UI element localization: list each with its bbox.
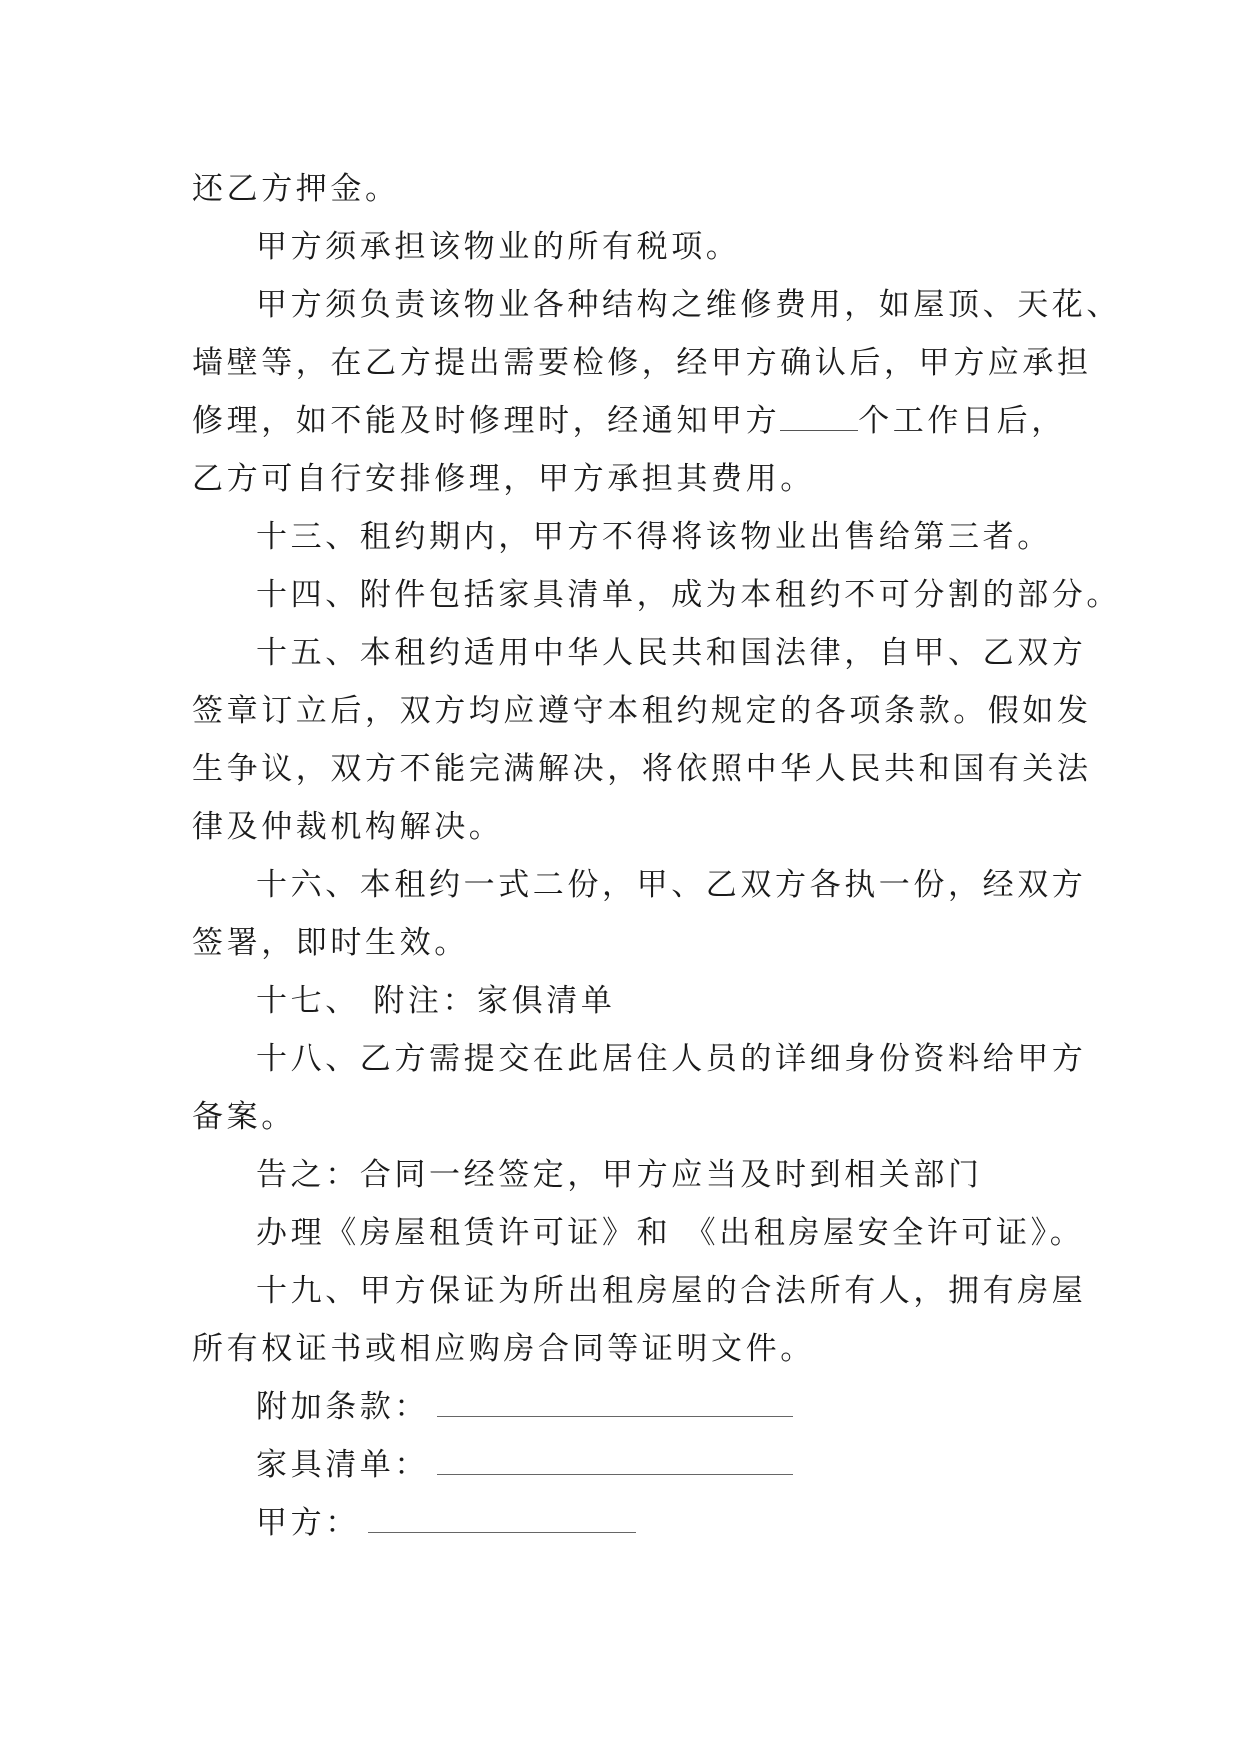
- clause-16: 十六、本租约一式二份，甲、乙双方各执一份，经双方: [256, 867, 1087, 903]
- notice-line: 办理《房屋租赁许可证》和 《出租房屋安全许可证》。: [256, 1215, 1085, 1251]
- paragraph-text: 修理，如不能及时修理时，经通知甲方: [192, 403, 781, 439]
- paragraph-line: 墙壁等，在乙方提出需要检修，经甲方确认后，甲方应承担: [192, 345, 1092, 381]
- document-body: [192, 160, 1121, 1552]
- clause-14: 十四、附件包括家具清单，成为本租约不可分割的部分。: [256, 577, 1121, 613]
- paragraph-line: 签署，即时生效。: [192, 925, 469, 961]
- additional-terms-blank[interactable]: [437, 1392, 793, 1417]
- clause-19: 十九、甲方保证为所出租房屋的合法所有人，拥有房屋: [256, 1273, 1087, 1309]
- paragraph-text: 个工作日后，: [858, 403, 1066, 439]
- clause-13: 十三、租约期内，甲方不得将该物业出售给第三者。: [256, 519, 1052, 555]
- paragraph-line: 签章订立后，双方均应遵守本租约规定的各项条款。假如发: [192, 693, 1092, 729]
- clause-17: 十七、 附注：家俱清单: [256, 983, 616, 1019]
- paragraph-line: 甲方须承担该物业的所有税项。: [256, 229, 741, 265]
- paragraph-line: 甲方须负责该物业各种结构之维修费用，如屋顶、天花、: [256, 287, 1121, 323]
- paragraph-line-with-blank: [192, 392, 1066, 450]
- clause-18: 十八、乙方需提交在此居住人员的详细身份资料给甲方: [256, 1041, 1087, 1077]
- paragraph-line: 乙方可自行安排修理，甲方承担其费用。: [192, 461, 815, 497]
- additional-terms-label: 附加条款：: [256, 1389, 429, 1425]
- clause-15: 十五、本租约适用中华人民共和国法律，自甲、乙双方: [256, 635, 1087, 671]
- paragraph-line: 备案。: [192, 1099, 296, 1135]
- paragraph-line: 还乙方押金。: [192, 171, 400, 207]
- paragraph-line: 所有权证书或相应购房合同等证明文件。: [192, 1331, 815, 1367]
- additional-terms-field: [192, 1378, 1062, 1436]
- furniture-list-field: [192, 1436, 1062, 1494]
- party-a-label: 甲方：: [256, 1505, 360, 1541]
- paragraph-line: 生争议，双方不能完满解决，将依照中华人民共和国有关法: [192, 751, 1092, 787]
- furniture-list-label: 家具清单：: [256, 1447, 429, 1483]
- workdays-blank: [780, 406, 858, 431]
- furniture-list-blank[interactable]: [437, 1450, 793, 1475]
- paragraph-line: 律及仲裁机构解决。: [192, 809, 504, 845]
- notice-line: 告之：合同一经签定，甲方应当及时到相关部门: [256, 1157, 983, 1193]
- party-a-blank[interactable]: [368, 1508, 636, 1533]
- party-a-field: [192, 1494, 1062, 1552]
